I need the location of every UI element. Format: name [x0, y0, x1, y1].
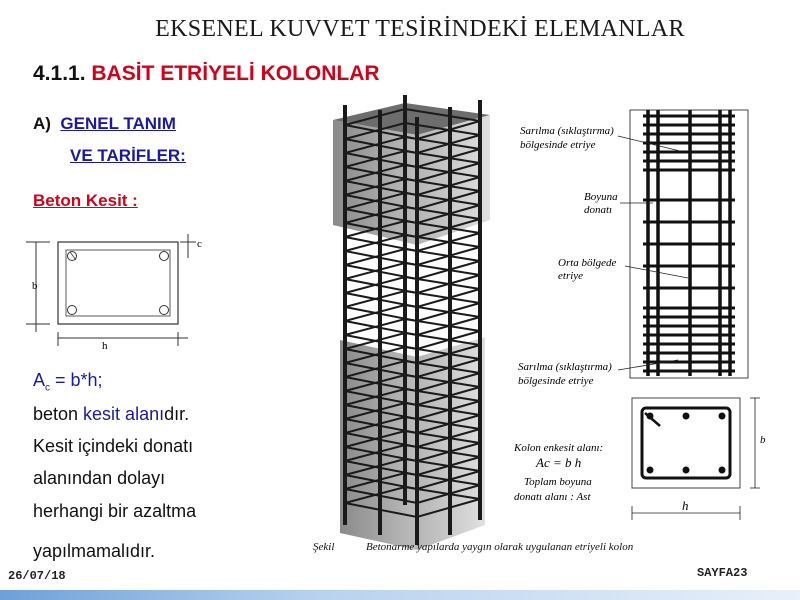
footer-date: 26/07/18 [8, 569, 66, 583]
label-enkesit-1: Kolon enkesit alanı: [514, 442, 604, 454]
label-toplam-1: Toplam boyuna [524, 476, 592, 488]
label-sarilma-bot-1: Sarılma (sıklaştırma) [518, 361, 612, 373]
subsection-letter: A) [33, 114, 51, 133]
rebar [160, 252, 169, 261]
area-formula [33, 370, 103, 394]
body-text: dır. [164, 404, 190, 424]
section-heading [33, 62, 380, 86]
beton-kesit-label: Beton Kesit : [33, 191, 138, 210]
footer-page-number: SAYFA23 [697, 566, 748, 580]
label-b: b [32, 280, 38, 292]
section-outline [632, 398, 740, 488]
bottom-decorative-bar [0, 590, 800, 600]
subsection-heading [33, 114, 176, 134]
small-section-diagram [18, 228, 208, 353]
column-elevation-diagram [510, 108, 795, 558]
label-c: c [197, 238, 202, 250]
formula-rest: = b*h; [50, 370, 103, 390]
label-h-section: h [682, 498, 689, 513]
label-boyuna-1: Boyuna [584, 191, 618, 203]
column-3d-illustration [305, 95, 515, 555]
label-sarilma-top-2: bölgesinde etriye [520, 139, 596, 151]
page-title: EKSENEL KUVVET TESİRİNDEKİ ELEMANLAR [155, 16, 685, 42]
rebar [68, 306, 77, 315]
subsection-title-line2: VE TARİFLER: [70, 146, 186, 165]
formula-sub: c [45, 382, 51, 394]
label-sarilma-bot-2: bölgesinde etriye [518, 375, 594, 387]
label-toplam-2: donatı alanı : Ast [514, 491, 591, 503]
body-line-2: Kesit içindeki donatı [33, 436, 194, 456]
section-title: BASİT ETRİYELİ KOLONLAR [91, 62, 380, 85]
formula-a: A [33, 370, 46, 390]
label-enkesit-2: Ac = b h [536, 455, 582, 470]
body-line-4: herhangi bir azaltma [33, 501, 197, 521]
subsection-title-line1: GENEL TANIM [60, 114, 176, 133]
label-sarilma-top-1: Sarılma (sıklaştırma) [520, 125, 614, 137]
body-line-1 [33, 404, 189, 425]
body-line-3: alanından dolayı [33, 468, 166, 488]
rebar [160, 306, 169, 315]
section-number: 4.1.1. [33, 62, 86, 85]
label-h: h [102, 340, 108, 352]
body-highlight: kesit alanı [83, 404, 165, 424]
body-line-5: yapılmamalıdır. [33, 541, 156, 561]
figure-caption: Betonarme yapılarda yaygın olarak uygulanan etriyeli kolon [366, 541, 634, 553]
caption-sekil: Şekil [313, 541, 335, 553]
body-text: beton [33, 404, 84, 424]
label-boyuna-2: donatı [584, 204, 613, 216]
label-orta-1: Orta bölgede [558, 257, 617, 269]
label-b-section: b [760, 434, 766, 446]
label-orta-2: etriye [558, 270, 584, 282]
